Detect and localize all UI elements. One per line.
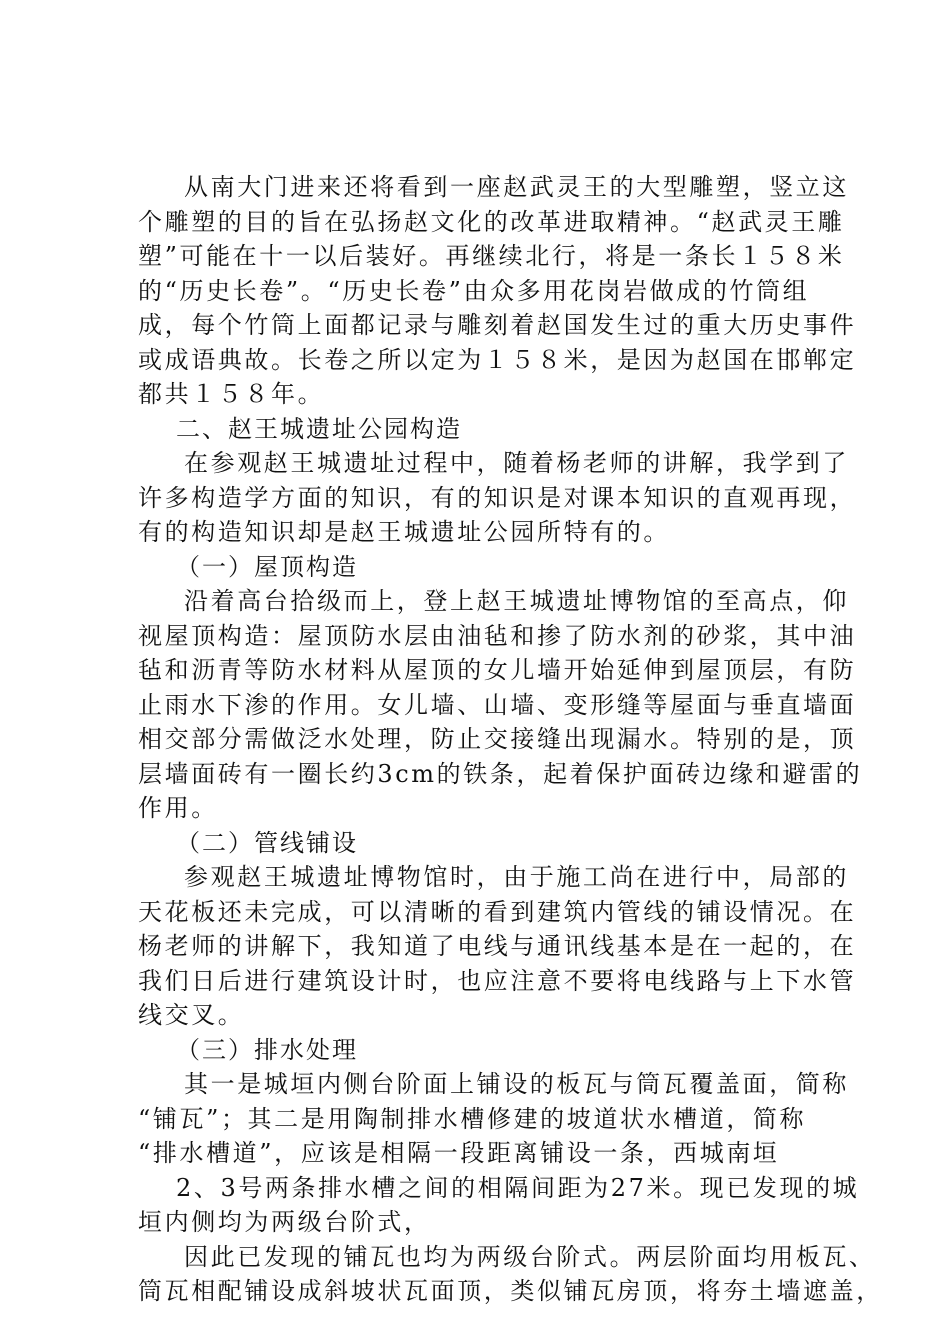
paragraph-line: 从南大门进来还将看到一座赵武灵王的大型雕塑，竖立这 — [184, 173, 849, 201]
subsection-heading: （二）管线铺设 — [176, 828, 358, 857]
subsection-heading: （一）屋顶构造 — [176, 552, 358, 581]
paragraph-line: “排水槽道”，应该是相隔一段距离铺设一条，西城南垣 — [138, 1139, 780, 1167]
paragraph-line: 因此已发现的铺瓦也均为两级台阶式。两层阶面均用板瓦、 — [184, 1242, 876, 1271]
paragraph-line: 沿着高台拾级而上，登上赵王城遗址博物馆的至高点，仰 — [184, 587, 849, 615]
subsection-heading: （三）排水处理 — [176, 1035, 358, 1064]
paragraph-line: 杨老师的讲解下，我知道了电线与通讯线基本是在一起的，在 — [138, 932, 857, 960]
paragraph-line: 个雕塑的目的旨在弘扬赵文化的改革进取精神。“赵武灵王雕 — [138, 207, 845, 236]
paragraph-line: 层墙面砖有一圈长约3cm的铁条，起着保护面砖边缘和避雷的 — [138, 759, 863, 788]
paragraph-line: 相交部分需做泛水处理，防止交接缝出现漏水。特别的是，顶 — [138, 725, 857, 753]
paragraph-line: 的“历史长卷”。“历史长卷”由众多用花岗岩做成的竹筒组 — [138, 276, 810, 305]
paragraph-line: 作用。 — [138, 794, 218, 822]
paragraph-line: 止雨水下渗的作用。女儿墙、山墙、变形缝等屋面与垂直墙面 — [138, 690, 857, 719]
paragraph-line: 在参观赵王城遗址过程中，随着杨老师的讲解，我学到了 — [184, 449, 849, 477]
paragraph-line: 塑”可能在十一以后装好。再继续北行，将是一条长１５８米 — [138, 242, 845, 270]
paragraph-line: 都共１５８年。 — [138, 380, 325, 408]
paragraph-line: 垣内侧均为两级台阶式， — [138, 1208, 431, 1236]
paragraph-line: 其一是城垣内侧台阶面上铺设的板瓦与筒瓦覆盖面，简称 — [184, 1070, 849, 1098]
paragraph-line: 天花板还未完成，可以清晰的看到建筑内管线的铺设情况。在 — [138, 897, 857, 926]
paragraph-line: 许多构造学方面的知识，有的知识是对课本知识的直观再现， — [138, 483, 857, 512]
section-heading: 二、赵王城遗址公园构造 — [176, 414, 462, 443]
paragraph-line: 线交叉。 — [138, 1001, 245, 1029]
paragraph-line: 成，每个竹筒上面都记录与雕刻着赵国发生过的重大历史事件 — [138, 311, 857, 339]
paragraph-line: 视屋顶构造：屋顶防水层由油毡和掺了防水剂的砂浆，其中油 — [138, 621, 857, 650]
paragraph-line: 或成语典故。长卷之所以定为１５８米，是因为赵国在邯郸定 — [138, 345, 857, 374]
paragraph-line: 毡和沥青等防水材料从屋顶的女儿墙开始延伸到屋顶层，有防 — [138, 656, 857, 684]
paragraph-line: 2、3号两条排水槽之间的相隔间距为27米。现已发现的城 — [176, 1173, 860, 1202]
paragraph-line: “铺瓦”；其二是用陶制排水槽修建的坡道状水槽道，简称 — [138, 1104, 807, 1133]
paragraph-line: 有的构造知识却是赵王城遗址公园所特有的。 — [138, 518, 670, 546]
paragraph-line: 我们日后进行建筑设计时，也应注意不要将电线路与上下水管 — [138, 966, 857, 995]
paragraph-line: 筒瓦相配铺设成斜坡状瓦面顶，类似铺瓦房顶，将夯土墙遮盖， — [138, 1277, 883, 1305]
paragraph-line: 参观赵王城遗址博物馆时，由于施工尚在进行中，局部的 — [184, 863, 849, 891]
